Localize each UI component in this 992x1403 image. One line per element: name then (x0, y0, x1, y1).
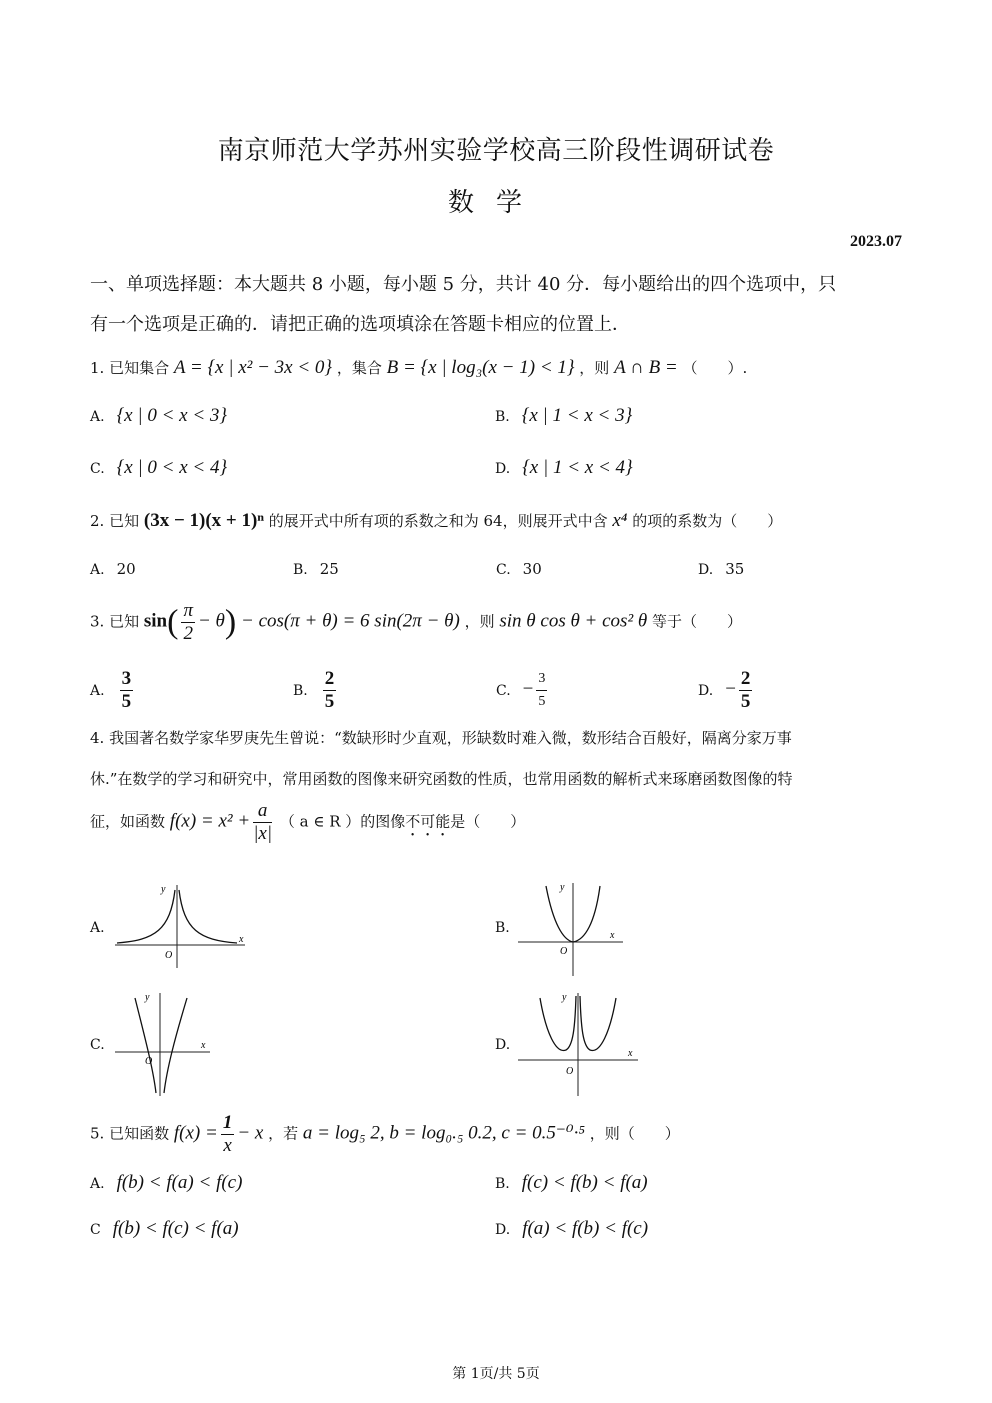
q5-option-a[interactable]: A. f(b) < f(a) < f(c) (90, 1172, 243, 1193)
svg-text:O: O (165, 950, 173, 961)
graph-option-a (115, 880, 250, 970)
graph-option-c (115, 988, 215, 1098)
exam-title: 南京师范大学苏州实验学校高三阶段性调研试卷 (217, 136, 775, 166)
q5-option-c[interactable]: C f(b) < f(c) < f(a) (90, 1218, 239, 1239)
q4-option-c[interactable]: C. (90, 1037, 105, 1053)
svg-text:y: y (145, 992, 150, 1003)
set-a: A = {x | x² − 3x < 0} (173, 357, 333, 378)
q2-option-b[interactable]: B. 25 (293, 560, 339, 578)
svg-text:O: O (145, 1056, 153, 1067)
binomial-expression: (3x − 1)(x + 1)ⁿ (143, 510, 264, 531)
svg-text:y: y (560, 882, 565, 893)
q1-option-a[interactable]: A. {x | 0 < x < 3} (90, 405, 227, 426)
q4-option-a[interactable]: A. (90, 920, 105, 936)
section-instructions-line2: 有一个选项是正确的．请把正确的选项填涂在答题卡相应的位置上． (90, 314, 630, 335)
q3-option-c[interactable]: C. − $\frac{3}{5}$ (496, 668, 550, 713)
q4-option-b[interactable]: B. (495, 920, 510, 936)
exam-date: 2023.07 (850, 233, 902, 250)
graph-option-b (518, 878, 628, 978)
q3-option-d[interactable]: D. − $\frac{2}{5}$ (698, 668, 751, 712)
question-4-line3: 征，如函数 f(x) = x² + $\frac{a}{|x|}$ （ a ∈ R ）的图像不可能是（ ） (90, 800, 526, 844)
q3-option-b[interactable]: B. $\frac{2}{5}$ (293, 668, 335, 712)
graph-option-d (518, 988, 643, 1098)
svg-text:x: x (239, 934, 244, 945)
svg-text:O: O (566, 1066, 574, 1077)
question-1: 1. 已知集合 A = {x | x² − 3x < 0} ，集合 B = {x | log₃(x − 1) < 1} ，则 A ∩ B = （ ）. (90, 357, 748, 378)
subject-title: 数学 (447, 188, 544, 218)
q4-option-d[interactable]: D. (495, 1037, 511, 1053)
page-number: 第 1页/共 5页 (452, 1366, 540, 1382)
svg-text:x: x (610, 930, 615, 941)
svg-text:y: y (161, 884, 166, 895)
q3-option-a[interactable]: A. $\frac{3}{5}$ (90, 668, 132, 712)
q2-option-a[interactable]: A. 20 (90, 560, 136, 578)
q5-option-b[interactable]: B. f(c) < f(b) < f(a) (495, 1172, 648, 1193)
question-4-line1: 4. 我国著名数学家华罗庚先生曾说：“数缺形时少直观，形缺数时难入微，数形结合百般好，隔离分家万事 (90, 729, 792, 747)
q5-option-d[interactable]: D. f(a) < f(b) < f(c) (495, 1218, 649, 1239)
svg-text:y: y (562, 992, 567, 1003)
svg-text:O: O (560, 946, 568, 957)
question-4-line2: 休.”在数学的学习和研究中，常用函数的图像来研究函数的性质，也常用函数的解析式来琢磨函数图像的特 (90, 770, 793, 788)
question-5: 5. 已知函数 f(x) = $\frac{1}{x}$ − x ，若 a = log₅ 2, b = log₀.₅ 0.2, c = 0.5⁻⁰·⁵ ，则（ ） (90, 1112, 680, 1156)
q1-option-b[interactable]: B. {x | 1 < x < 3} (495, 405, 633, 426)
set-b: B = {x | log₃(x − 1) < 1} (386, 357, 575, 378)
question-3: 3. 已知 sin( $\frac{\pi}{2}$ − θ) − cos(π + θ) = 6 sin(2π − θ) ，则 sin θ cos θ + cos² θ 等于（ ） (90, 600, 743, 644)
q1-option-d[interactable]: D. {x | 1 < x < 4} (495, 457, 633, 478)
question-2: 2. 已知 (3x − 1)(x + 1)ⁿ 的展开式中所有项的系数之和为 64，则展开式中含 x⁴ 的项的系数为（ ） (90, 510, 783, 531)
section-instructions-line1: 一、单项选择题：本大题共 8 小题，每小题 5 分，共计 40 分．每小题给出的四个选项中，只 (90, 274, 837, 295)
q2-option-d[interactable]: D. 35 (698, 560, 745, 578)
q1-option-c[interactable]: C. {x | 0 < x < 4} (90, 457, 228, 478)
svg-text:x: x (201, 1040, 206, 1051)
svg-text:x: x (628, 1048, 633, 1059)
q2-option-c[interactable]: C. 30 (496, 560, 542, 578)
